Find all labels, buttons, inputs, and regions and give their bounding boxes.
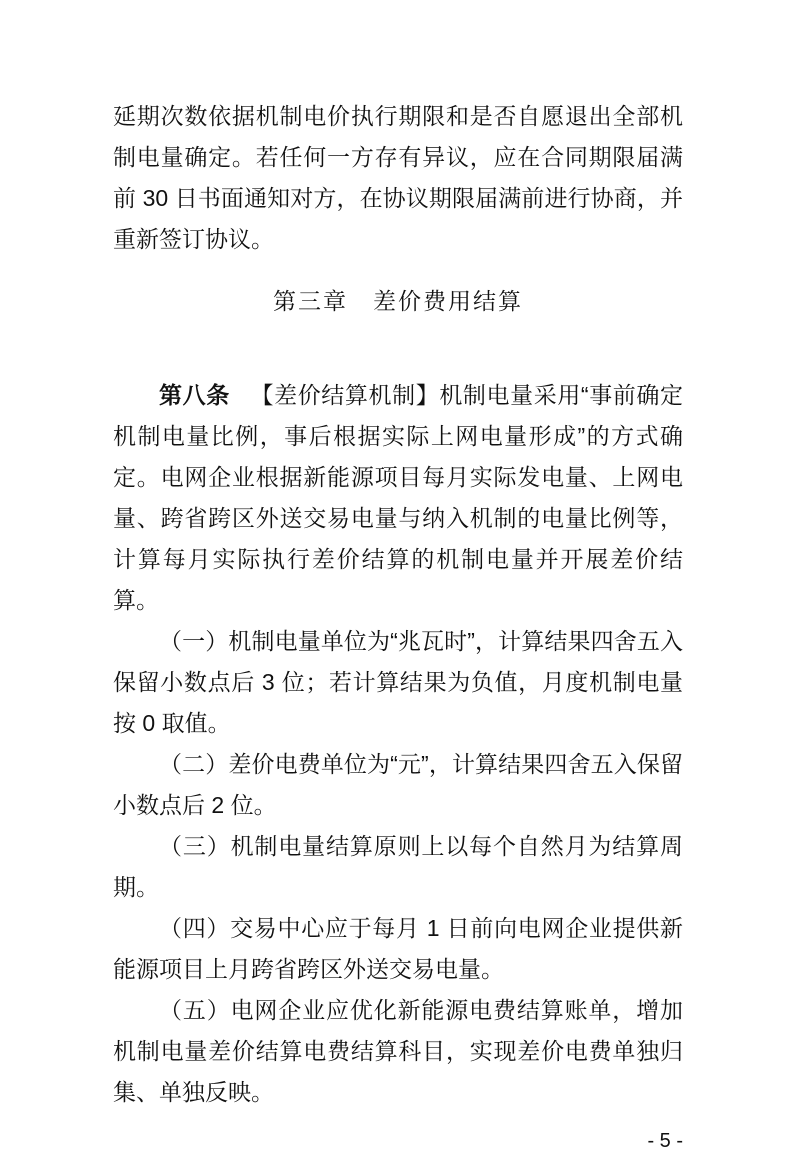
article-item-3: （三）机制电量结算原则上以每个自然月为结算周期。 (113, 833, 683, 900)
article-item-2: （二）差价电费单位为“元”，计算结果四舍五入保留小数点后 2 位。 (113, 751, 683, 818)
page-number: - 5 - (647, 1130, 683, 1152)
page-footer (113, 1127, 683, 1155)
article-8-paragraph (113, 375, 683, 621)
article-number: 第八条 (159, 382, 230, 408)
chapter-heading: 第三章 差价费用结算 (273, 289, 523, 315)
article-item-4: （四）交易中心应于每月 1 日前向电网企业提供新能源项目上月跨省跨区外送交易电量。 (113, 915, 683, 982)
article-body-text: 【差价结算机制】机制电量采用“事前确定机制电量比例，事后根据实际上网电量形成”的方式确定。电网企业根据新能源项目每月实际发电量、上网电量、跨省跨区外送交易电量与纳入机制的电量比例等，计算每月实际执行差价结算的机制电量并开展差价结算。 (113, 382, 683, 613)
article-item-1: （一）机制电量单位为“兆瓦时”，计算结果四舍五入保留小数点后 3 位；若计算结果为负值，月度机制电量按 0 取值。 (113, 628, 683, 736)
article-item-5: （五）电网企业应优化新能源电费结算账单，增加机制电量差价结算电费结算科目，实现差价电费单独归集、单独反映。 (113, 997, 683, 1105)
continuation-paragraph: 延期次数依据机制电价执行期限和是否自愿退出全部机制电量确定。若任何一方存有异议，应在合同期限届满前 30 日书面通知对方，在协议期限届满前进行协商，并重新签订协议。 (113, 103, 683, 252)
